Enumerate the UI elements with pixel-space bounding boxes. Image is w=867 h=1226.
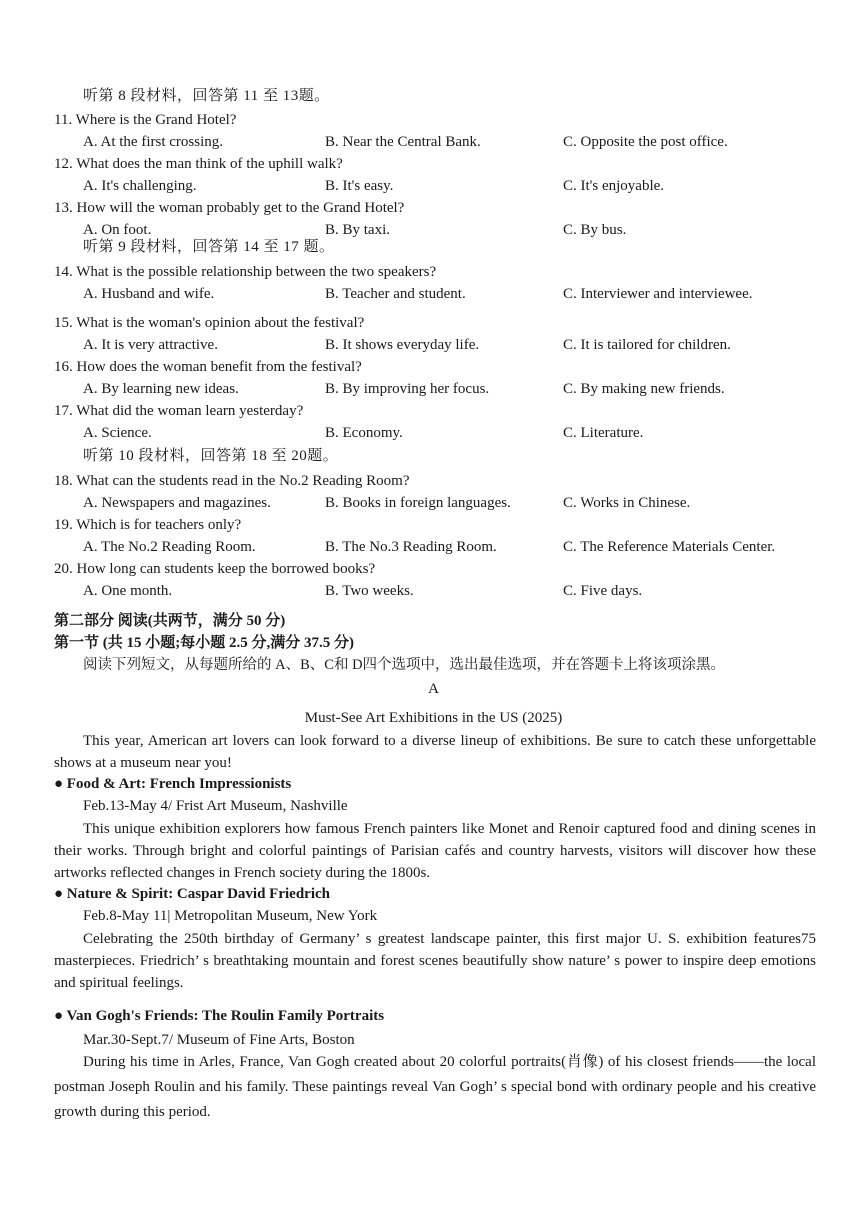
q19-option-c: C. The Reference Materials Center. xyxy=(563,539,776,555)
q20-option-c: C. Five days. xyxy=(563,583,643,599)
passage-intro: This year, American art lovers can look forward to a diverse lineup of exhibitions. Be sure to catch these unforgettable shows at a museum near you! xyxy=(54,733,816,771)
section-9-header: 听第 9 段材料，回答第 14 至 17 题。 xyxy=(83,239,335,255)
q14-option-a: A. Husband and wife. xyxy=(83,286,215,302)
question-14: 14. What is the possible relationship between the two speakers? xyxy=(54,264,437,280)
section-1-title: 第一节 (共 15 小题;每小题 2.5 分,满分 37.5 分) xyxy=(54,635,354,651)
part-2-title: 第二部分 阅读(共两节，满分 50 分) xyxy=(54,613,286,629)
q18-option-c: C. Works in Chinese. xyxy=(563,495,691,511)
q15-option-a: A. It is very attractive. xyxy=(83,337,218,353)
q20-option-a: A. One month. xyxy=(83,583,173,599)
q17-option-a: A. Science. xyxy=(83,425,152,441)
q12-option-c: C. It's enjoyable. xyxy=(563,178,665,194)
q12-option-a: A. It's challenging. xyxy=(83,178,197,194)
exhibit-3-info: Mar.30-Sept.7/ Museum of Fine Arts, Boston xyxy=(83,1032,355,1048)
q12-option-b: B. It's easy. xyxy=(325,178,394,194)
exhibit-1-text: This unique exhibition explorers how famous French painters like Monet and Renoir captured food and dining scenes in their works. Through bright and colorful paintings of Parisian cafés and country harvests, visitors will discover how these artworks reflected changes in French society during the 1800s. xyxy=(54,821,816,881)
q16-option-a: A. By learning new ideas. xyxy=(83,381,239,397)
q18-option-a: A. Newspapers and magazines. xyxy=(83,495,271,511)
exhibit-1-info: Feb.13-May 4/ Frist Art Museum, Nashville xyxy=(83,798,348,814)
q16-option-c: C. By making new friends. xyxy=(563,381,725,397)
question-19: 19. Which is for teachers only? xyxy=(54,517,242,533)
q16-option-b: B. By improving her focus. xyxy=(325,381,490,397)
q13-option-b: B. By taxi. xyxy=(325,222,391,238)
q11-option-b: B. Near the Central Bank. xyxy=(325,134,481,150)
exhibit-2-title: ● Nature & Spirit: Caspar David Friedrich xyxy=(54,886,330,902)
exhibit-2-info: Feb.8-May 11| Metropolitan Museum, New York xyxy=(83,908,378,924)
q19-option-b: B. The No.3 Reading Room. xyxy=(325,539,497,555)
q20-option-b: B. Two weeks. xyxy=(325,583,414,599)
question-15: 15. What is the woman's opinion about the festival? xyxy=(54,315,365,331)
question-17: 17. What did the woman learn yesterday? xyxy=(54,403,304,419)
question-12: 12. What does the man think of the uphill walk? xyxy=(54,156,343,172)
q11-option-a: A. At the first crossing. xyxy=(83,134,223,150)
q15-option-c: C. It is tailored for children. xyxy=(563,337,731,353)
q17-option-b: B. Economy. xyxy=(325,425,403,441)
passage-letter: A xyxy=(428,681,439,697)
q13-option-c: C. By bus. xyxy=(563,222,627,238)
section-10-header: 听第 10 段材料，回答第 18 至 20题。 xyxy=(83,448,339,464)
question-11: 11. Where is the Grand Hotel? xyxy=(54,112,237,128)
exhibit-3-text: During his time in Arles, France, Van Gogh created about 20 colorful portraits(肖像) of his closest friends——the local postman Joseph Roulin and his family. These paintings reveal Van Gogh’ s special bond with ordinary people and his creative growth during this period. xyxy=(54,1054,816,1120)
reading-instruction: 阅读下列短文，从每题所给的 A、B、C和 D四个选项中，选出最佳选项，并在答题卡上将该项涂黑。 xyxy=(83,657,726,673)
section-8-header: 听第 8 段材料，回答第 11 至 13题。 xyxy=(83,88,330,104)
q13-option-a: A. On foot. xyxy=(83,222,152,238)
question-20: 20. How long can students keep the borrowed books? xyxy=(54,561,376,577)
q14-option-c: C. Interviewer and interviewee. xyxy=(563,286,753,302)
question-16: 16. How does the woman benefit from the festival? xyxy=(54,359,362,375)
q14-option-b: B. Teacher and student. xyxy=(325,286,466,302)
question-13: 13. How will the woman probably get to the Grand Hotel? xyxy=(54,200,405,216)
q17-option-c: C. Literature. xyxy=(563,425,644,441)
exhibit-1-title: ● Food & Art: French Impressionists xyxy=(54,776,292,792)
question-18: 18. What can the students read in the No.2 Reading Room? xyxy=(54,473,410,489)
q15-option-b: B. It shows everyday life. xyxy=(325,337,480,353)
q19-option-a: A. The No.2 Reading Room. xyxy=(83,539,256,555)
q18-option-b: B. Books in foreign languages. xyxy=(325,495,511,511)
exhibit-3-title: ● Van Gogh's Friends: The Roulin Family Portraits xyxy=(54,1008,385,1024)
q11-option-c: C. Opposite the post office. xyxy=(563,134,728,150)
exhibit-2-text: Celebrating the 250th birthday of Germany’ s greatest landscape painter, this first major U. S. exhibition features75 masterpieces. Friedrich’ s breathtaking mountain and forest scenes beautifully show nature’ s power to inspire deep emotions and spiritual feelings. xyxy=(54,931,816,991)
passage-title: Must-See Art Exhibitions in the US (2025) xyxy=(304,710,563,726)
